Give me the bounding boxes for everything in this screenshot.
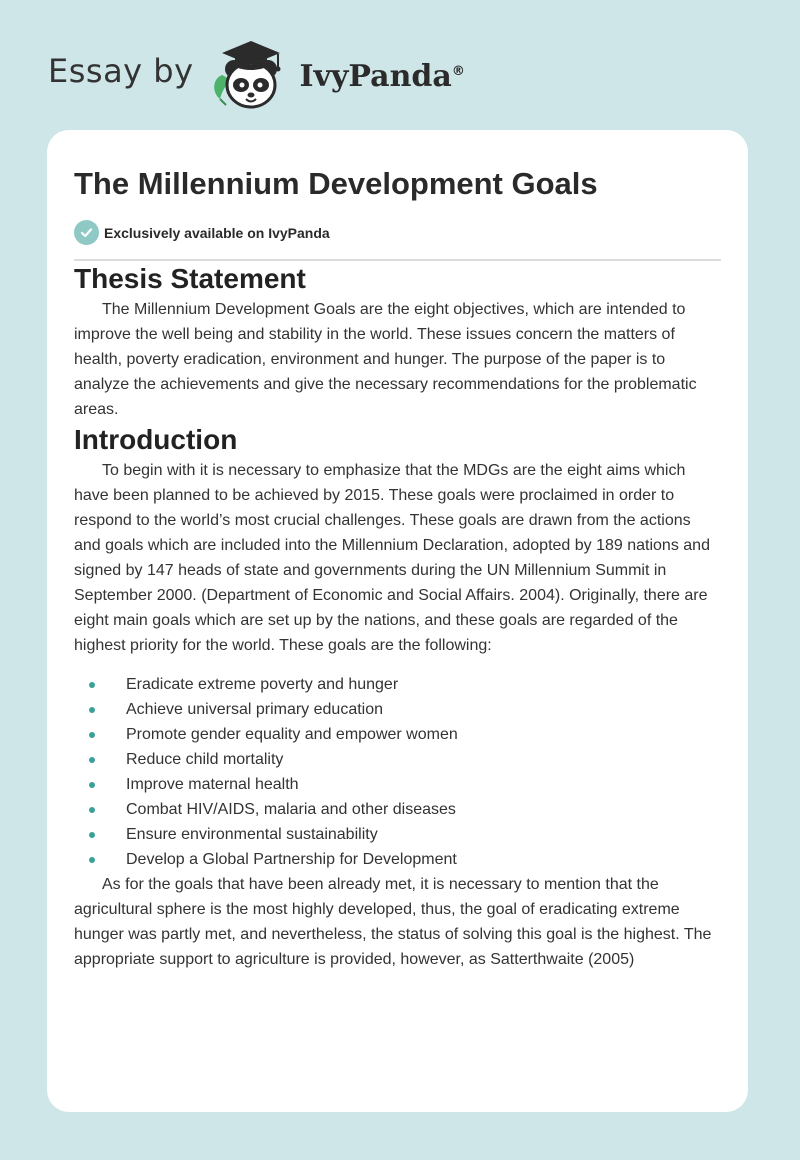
bullet-icon [89,857,95,863]
bullet-icon [89,832,95,838]
exclusive-badge [74,220,721,245]
list-item: Develop a Global Partnership for Development [74,847,721,872]
bullet-icon [89,807,95,813]
brand-header [48,34,465,114]
section-heading-introduction: Introduction [74,424,238,455]
panda-graduate-icon [208,35,294,113]
closing-paragraph: As for the goals that have been already met, it is necessary to mention that the agricultural sphere is the most highly developed, thus, the goal of eradicating extreme hunger was partly met, and nevertheless, the status of solving this goal is the highest. The appropriate support to agriculture is provided, however, as Satterthwaite (2005) [74,876,712,968]
bullet-icon [89,782,95,788]
brand-name: IvyPanda® [299,58,465,94]
section-heading-thesis: Thesis Statement [74,263,306,294]
bullet-icon [89,757,95,763]
essay-card [47,130,748,1112]
introduction-paragraph: To begin with it is necessary to emphasize that the MDGs are the eight aims which have been planned to be achieved by 2015. These goals were proclaimed in order to respond to the world’s most crucial challenges. These goals are drawn from the actions and goals which are included into the Millennium Declaration, adopted by 189 nations and signed by 147 heads of state and governments during the UN Millennium Summit in September 2000. (Department of Economic and Social Affairs. 2004). Originally, there are eight main goals which are set up by the nations, and these goals are regarded of the highest priority for the world. These goals are the following: [74,462,710,654]
list-item: Ensure environmental sustainability [74,822,721,847]
exclusive-badge-text: Exclusively available on IvyPanda [104,224,330,241]
essay-title: The Millennium Development Goals [74,166,598,201]
list-item: Reduce child mortality [74,747,721,772]
check-circle-icon [74,220,99,245]
registered-mark: ® [451,63,465,79]
list-item: Eradicate extreme poverty and hunger [74,672,721,697]
thesis-paragraph: The Millennium Development Goals are the eight objectives, which are intended to improve the well being and stability in the world. These issues concern the matters of health, poverty eradication, environment and hunger. The purpose of the paper is to analyze the achievements and give the necessary recommendations for the problematic areas. [74,301,697,418]
list-item: Promote gender equality and empower women [74,722,721,747]
bullet-icon [89,707,95,713]
list-item: Achieve universal primary education [74,697,721,722]
list-item: Combat HIV/AIDS, malaria and other diseases [74,797,721,822]
bullet-icon [89,732,95,738]
list-item: Improve maternal health [74,772,721,797]
goals-list [74,672,721,872]
brand-prefix: Essay by [48,52,194,90]
bullet-icon [89,682,95,688]
